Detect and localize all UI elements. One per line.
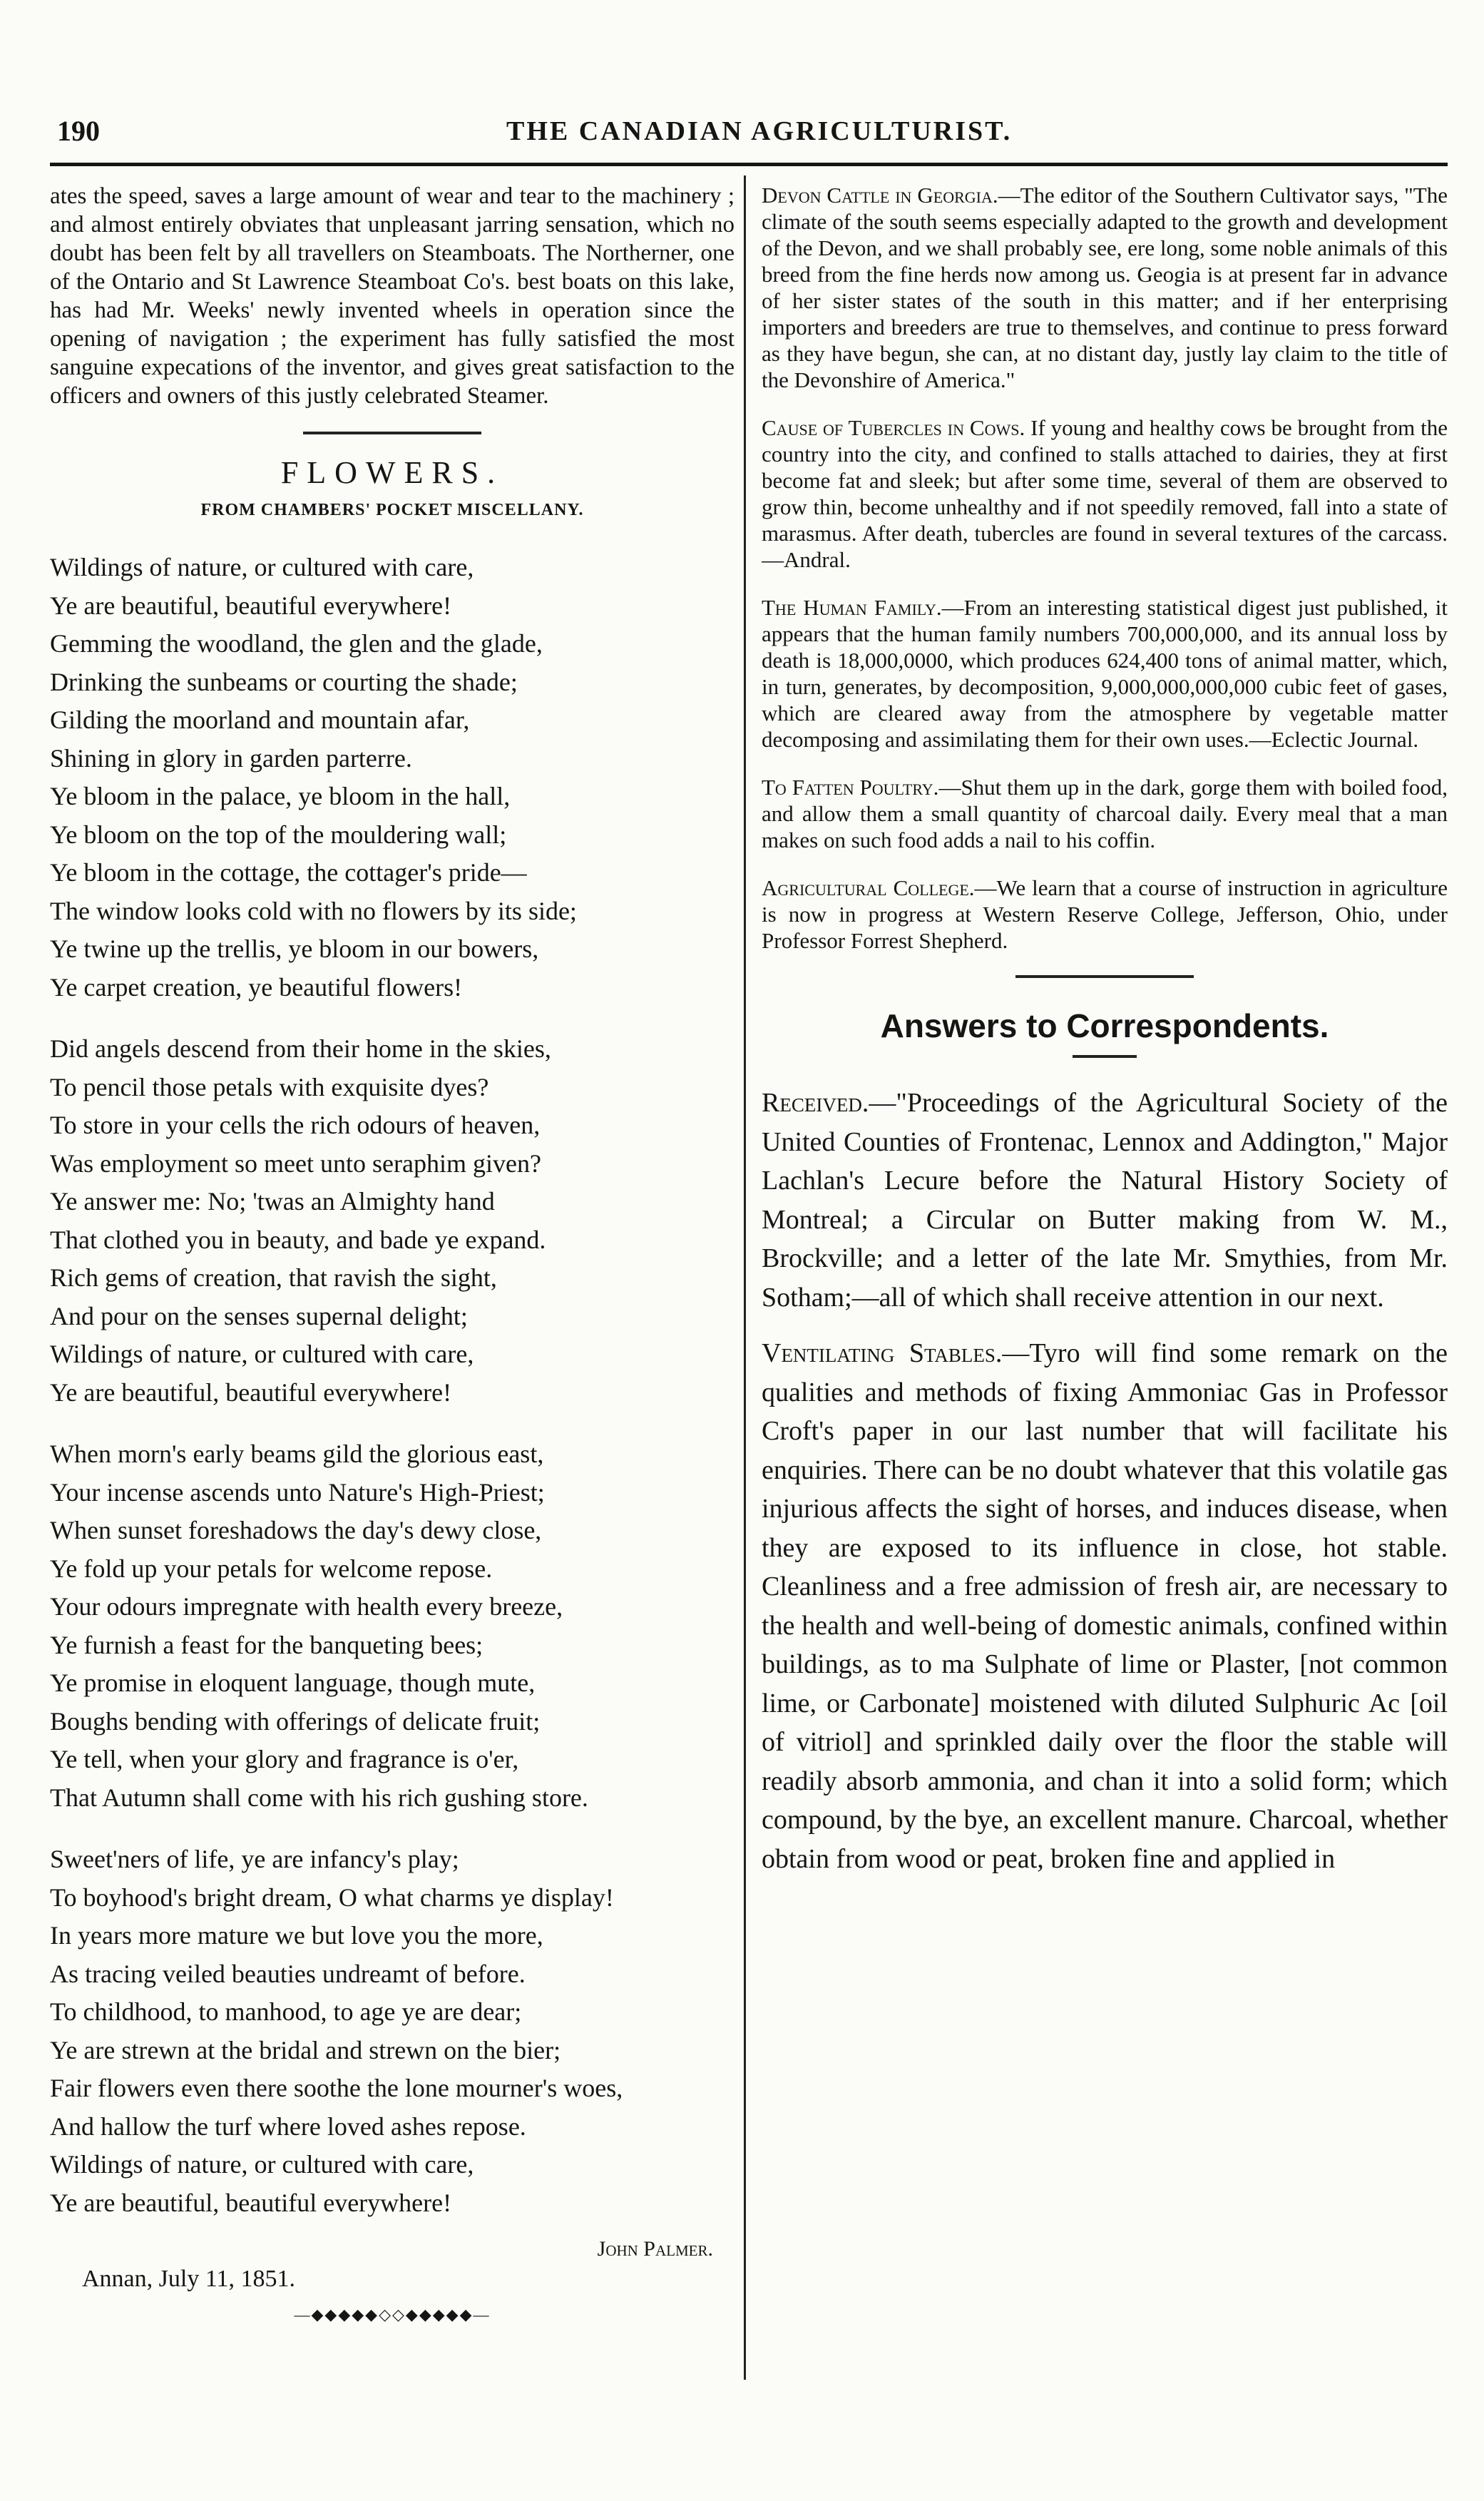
poem-line: Ye answer me: No; 'twas an Almighty hand xyxy=(50,1187,495,1216)
steamboat-paragraph: ates the speed, saves a large amount of wear and tear to the machinery ; and almost entirely obviates that unpleasant jarring sensation, which no doubt has been felt by all travellers on Steamboats. The Northerner, one of the Ontario and St Lawrence Steamboat Co's. best boats on this lake, has had Mr. Weeks' newly invented wheels in operation since the opening of navigation ; the experiment has fully satisfied the most sanguine expecations of the inventor, and gives great satisfaction to the officers and owners of this justly celebrated Steamer. xyxy=(50,183,735,409)
article-human-family xyxy=(762,594,1448,753)
poem-line: Gemming the woodland, the glen and the glade, xyxy=(50,629,543,658)
article-devon-head: Devon Cattle in Georgia. xyxy=(762,183,998,208)
poem-line: Sweet'ners of life, ye are infancy's play; xyxy=(50,1845,459,1873)
article-human-body: —From an interesting statistical digest just published, it appears that the human family numbers 700,000,000, and its annual loss by death is 18,000,0000, which produces 624,400 tons of animal matter, which, in turn, generates, by decomposition, 9,000,000,000,000 cubic feet of gases, which are cleared away from the atmosphere by vegetable matter decomposing and assimilating them for their own uses.—Eclectic Journal. xyxy=(762,595,1448,752)
poem-line: Your odours impregnate with health every breeze, xyxy=(50,1592,563,1621)
poem-line: Ye fold up your petals for welcome repose. xyxy=(50,1554,493,1583)
poem-line: To pencil those petals with exquisite dyes? xyxy=(50,1072,489,1101)
title-underline xyxy=(1073,1055,1137,1058)
poem-line: Ye bloom in the cottage, the cottager's pride— xyxy=(50,858,527,887)
article-fatten-poultry xyxy=(762,774,1448,853)
page-header xyxy=(50,107,1448,157)
poem-line: Fair flowers even there soothe the lone mourner's woes, xyxy=(50,2074,623,2102)
article-agricultural-college xyxy=(762,875,1448,954)
poem-line: And pour on the senses supernal delight; xyxy=(50,1301,468,1330)
poem-line: Shining in glory in garden parterre. xyxy=(50,743,412,773)
poem-line: In years more mature we but love you the more, xyxy=(50,1921,543,1950)
poem-line: Wildings of nature, or cultured with care, xyxy=(50,1340,474,1368)
article-poultry-body: —Shut them up in the dark, gorge them with boiled food, and allow them a small quantity of charcoal daily. Every meal that a man makes on such food adds a nail to his coffin. xyxy=(762,775,1448,852)
poem-line: When morn's early beams gild the glorious east, xyxy=(50,1440,544,1468)
poem-line: Ye are strewn at the bridal and strewn on the bier; xyxy=(50,2035,561,2064)
section-divider xyxy=(303,432,481,434)
article-vent-body: —Tyro will find some remark on the qualities and methods of fixing Ammoniac Gas in Professor Croft's paper in our last number that will facilitate his enquiries. There can be no doubt whatever that this volatile gas injurious affects the sight of horses, and induces disease, when they are exposed to its influence in close, hot stable. Cleanliness and a free admission of fresh air, are necessary to the health and well-being of domestic animals, confined within buildings, as to ma Sulphate of lime or Plaster, [not common lime, or Carbonate] moistened with diluted Sulphuric Ac [oil of vitriol] and sprinkled daily over the floor the stable will readily absorb ammonia, and chan it into a solid form; which compound, by the bye, an excellent manure. Charcoal, whether obtain from wood or peat, broken fine and applied in xyxy=(762,1338,1448,1874)
poem-line: To store in your cells the rich odours of heaven, xyxy=(50,1111,541,1139)
poem-stanza xyxy=(50,1435,735,1817)
poem-line: Ye tell, when your glory and fragrance is o'er, xyxy=(50,1745,519,1773)
poem-line: Was employment so meet unto seraphim given? xyxy=(50,1148,541,1178)
poem-line: Ye bloom on the top of the mouldering wall; xyxy=(50,820,507,849)
poem-line: Ye are beautiful, beautiful everywhere! xyxy=(50,591,452,620)
poem xyxy=(50,549,735,2222)
article-college-head: Agricultural College. xyxy=(762,875,975,900)
poem-author: John Palmer. xyxy=(597,2237,713,2261)
poem-line: To childhood, to manhood, to age ye are dear; xyxy=(50,1997,522,2026)
column-divider xyxy=(744,175,746,2380)
poem-line: Did angels descend from their home in the skies, xyxy=(50,1034,551,1063)
poem-line: Ye promise in eloquent language, though mute, xyxy=(50,1669,536,1697)
article-vent-head: Ventilating Stables. xyxy=(762,1338,1003,1368)
article-poultry-head: To Fatten Poultry. xyxy=(762,775,939,800)
poem-line: Rich gems of creation, that ravish the sight, xyxy=(50,1263,497,1292)
header-rule xyxy=(50,163,1448,166)
poem-line: Wildings of nature, or cultured with care, xyxy=(50,2150,474,2179)
article-human-head: The Human Family. xyxy=(762,595,942,620)
article-tubercles-body: If young and healthy cows be brought from the country into the city, and confined to stalls attached to dairies, they at first become fat and sleek; but after some time, several of them are observed to grow thin, become unhealthy and if not speedily removed, fall into a state of marasmus. After death, tubercles are found in several textures of the carcass.—Andral. xyxy=(762,415,1448,572)
article-ventilating-stables xyxy=(762,1334,1448,1878)
poem-line: Ye are beautiful, beautiful everywhere! xyxy=(50,2188,452,2217)
answers-title: Answers to Correspondents. xyxy=(880,1007,1329,1044)
poem-line: Ye furnish a feast for the banqueting bees; xyxy=(50,1630,483,1659)
poem-line: That clothed you in beauty, and bade ye expand. xyxy=(50,1225,546,1254)
poem-line: Drinking the sunbeams or courting the shade; xyxy=(50,667,518,696)
poem-line: As tracing veiled beauties undreamt of before. xyxy=(50,1959,526,1988)
poem-line: Ye bloom in the palace, ye bloom in the hall, xyxy=(50,782,511,810)
article-devon-cattle xyxy=(762,182,1448,393)
article-received-body: —"Proceedings of the Agricultural Society of the United Counties of Frontenac, Lennox and Addington," Major Lachlan's Lecure before the Natural History Society of Montreal; a Circular on Butter making from W. M., Brockville; and a letter of the late Mr. Smythies, from Mr. Sotham;—all of which shall receive attention in our next. xyxy=(762,1088,1448,1313)
poem-title: FLOWERS. xyxy=(280,455,504,490)
poem-line: Ye are beautiful, beautiful everywhere! xyxy=(50,1377,452,1407)
poem-line: Your incense ascends unto Nature's High-Priest; xyxy=(50,1477,545,1507)
poem-stanza xyxy=(50,1030,735,1412)
poem-dateline: Annan, July 11, 1851. xyxy=(82,2266,296,2292)
article-tubercles-head: Cause of Tubercles in Cows. xyxy=(762,415,1025,440)
ornament-divider: —◆◆◆◆◆◇◇◆◆◆◆◆— xyxy=(294,2306,491,2323)
poem-line: Gilding the moorland and mountain afar, xyxy=(50,706,470,734)
article-college-body: —We learn that a course of instruction in agriculture is now in progress at Western Reserve College, Jefferson, Ohio, under Professor Forrest Shepherd. xyxy=(762,875,1448,953)
article-devon-body: —The editor of the Southern Cultivator says, "The climate of the south seems especially adapted to the growth and development of the Devon, and we shall probably see, ere long, some noble animals of this breed from the fine herds now among us. Geogia is at present far in advance of her sister states of the south in this matter; and if her enterprising importers and breeders are true to themselves, and continue to press forward as they have begun, she can, at no distant day, justly lay claim to the title of the Devonshire of America." xyxy=(762,183,1448,392)
poem-stanza xyxy=(50,1840,735,2222)
page-number: 190 xyxy=(57,115,100,147)
poem-line: Ye carpet creation, ye beautiful flowers! xyxy=(50,972,463,1002)
poem-line: And hallow the turf where loved ashes repose. xyxy=(50,2112,526,2141)
poem-line: Ye twine up the trellis, ye bloom in our bowers, xyxy=(50,934,539,963)
poem-line: The window looks cold with no flowers by its side; xyxy=(50,896,577,925)
left-column xyxy=(50,182,735,2324)
poem-line: Wildings of nature, or cultured with care, xyxy=(50,553,474,581)
article-received xyxy=(762,1084,1448,1317)
article-received-head: Received. xyxy=(762,1088,869,1118)
poem-source: FROM CHAMBERS' POCKET MISCELLANY. xyxy=(200,501,584,519)
poem-line: To boyhood's bright dream, O what charms ye display! xyxy=(50,1883,614,1912)
right-column xyxy=(762,182,1448,1895)
article-tubercles xyxy=(762,414,1448,573)
poem-line: When sunset foreshadows the day's dewy close, xyxy=(50,1516,542,1544)
section-divider xyxy=(1015,975,1194,978)
running-title: THE CANADIAN AGRICULTURIST. xyxy=(506,116,1013,146)
poem-line: That Autumn shall come with his rich gushing store. xyxy=(50,1783,588,1812)
poem-line: Boughs bending with offerings of delicate fruit; xyxy=(50,1706,541,1736)
poem-stanza xyxy=(50,549,735,1007)
